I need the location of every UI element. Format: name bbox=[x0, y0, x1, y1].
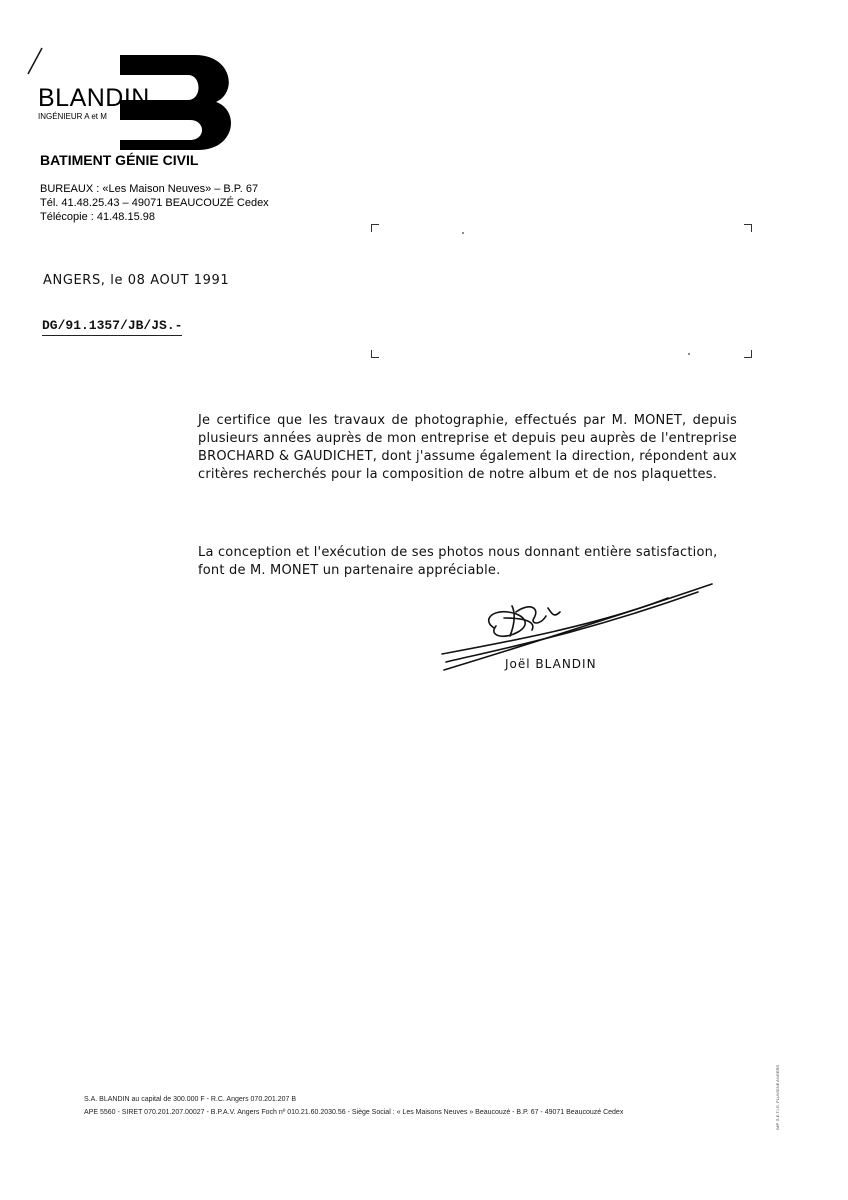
letter-paragraph: Je certifice que les travaux de photographie, effectués par M. MONET, depuis plusieurs années auprès de mon entreprise et depuis peu auprès de l'entreprise BROCHARD & GAUDICHET, dont j'assume également la direction, répondent aux critères recherchés pour la composition de notre album et de nos plaquettes. bbox=[198, 413, 737, 482]
footer-line: S.A. BLANDIN au capital de 300.000 F - R.C. Angers 070.201.207 B bbox=[84, 1096, 297, 1103]
company-activity: BATIMENT GÉNIE CIVIL bbox=[40, 152, 199, 168]
speck bbox=[688, 353, 690, 355]
signer-name: Joël BLANDIN bbox=[505, 657, 597, 671]
speck bbox=[462, 232, 464, 234]
pen-mark bbox=[22, 46, 46, 76]
address-line: BUREAUX : «Les Maison Neuves» – B.P. 67 bbox=[40, 183, 259, 195]
window-corner-mark bbox=[371, 224, 379, 232]
company-subtitle: INGÉNIEUR A et M bbox=[38, 112, 107, 121]
window-corner-mark bbox=[371, 350, 379, 358]
printer-note: IMP. S.E.T.I.G. PLUVIGNE ANGERS bbox=[775, 1064, 780, 1130]
letter-reference: DG/91.1357/JB/JS.- bbox=[42, 318, 182, 336]
window-corner-mark bbox=[744, 224, 752, 232]
window-corner-mark bbox=[744, 350, 752, 358]
letter-date: ANGERS, le 08 AOUT 1991 bbox=[43, 273, 230, 288]
letter-paragraph: La conception et l'exécution de ses photos nous donnant entière satisfaction, font de M. MONET un partenaire appréciable. bbox=[198, 545, 718, 578]
company-name: BLANDIN bbox=[38, 84, 150, 112]
footer-line: APE 5560 - SIRET 070.201.207.00027 - B.P.A.V. Angers Foch nº 010.21.60.2030.56 - Siège Social : « Les Maisons Neuves » Beaucouzé - B.P. 67 - 49071 Beaucouzé Cedex bbox=[84, 1109, 624, 1116]
address-line: Tél. 41.48.25.43 – 49071 BEAUCOUZÉ Cedex bbox=[40, 197, 269, 209]
address-line: Télécopie : 41.48.15.98 bbox=[40, 211, 155, 223]
